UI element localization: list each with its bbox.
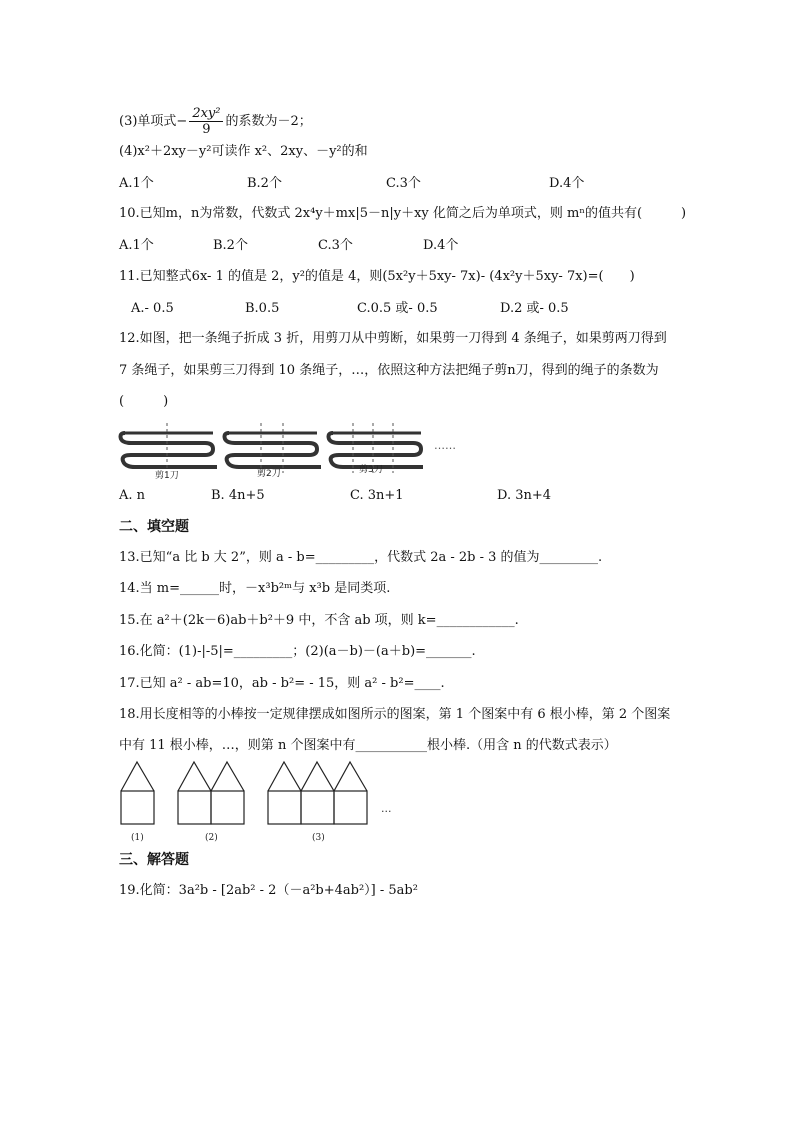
q15-text: 15.在 a²＋(2k－6)ab＋b²＋9 中，不含 ab 项，则 k=____________. xyxy=(119,613,519,628)
q12-option-c: C. 3n+1 xyxy=(350,488,404,503)
q9-item3 xyxy=(119,106,312,137)
q9-item3-prefix: (3)单项式− xyxy=(119,114,188,129)
q19-text: 19.化简：3a²b - [2ab² - 2（－a²b+4ab²）] - 5ab² xyxy=(119,883,418,898)
q18-line1: 18.用长度相等的小棒按一定规律摆成如图所示的图案，第 1 个图案中有 6 根小棒，第 2 个图案 xyxy=(119,707,671,722)
q10-option-b: B.2个 xyxy=(213,238,248,253)
section-fill-in-heading: 二、填空题 xyxy=(119,519,189,535)
q9-option-d: D.4个 xyxy=(549,176,585,191)
q9-item3-suffix: 的系数为－2； xyxy=(225,114,312,129)
q14-text: 14.当 m=______时，－x³b²ᵐ与 x³b 是同类项. xyxy=(119,581,391,596)
figure-label-1: 剪1刀 xyxy=(155,471,179,479)
figure-label-3: 剪3刀 xyxy=(359,465,383,475)
q12-line1: 12.如图，把一条绳子折成 3 折，用剪刀从中剪断，如果剪一刀得到 4 条绳子，如果剪两刀得到 xyxy=(119,331,667,346)
q9-option-a: A.1个 xyxy=(119,176,154,191)
q10-option-d: D.4个 xyxy=(423,238,459,253)
fraction-numerator: 2xy² xyxy=(189,106,223,122)
q9-item4: (4)x²＋2xy－y²可读作 x²、2xy、－y²的和 xyxy=(119,144,368,159)
pattern-1 xyxy=(121,762,154,824)
rope-cutting-figure xyxy=(117,415,462,479)
rope-1 xyxy=(121,433,218,467)
pattern-label-2: (2) xyxy=(205,833,218,843)
q11-text: 11.已知整式6x- 1 的值是 2，y²的值是 4，则(5x²y＋5xy- 7x)- (4x²y＋5xy- 7x)=( ) xyxy=(119,269,635,284)
figure-ellipsis: …… xyxy=(434,439,456,452)
q16-text: 16.化简：(1)-|-5|=_________；(2)(a－b)－(a＋b)=_______. xyxy=(119,644,476,659)
q13-text: 13.已知“a 比 b 大 2”，则 a - b=_________，代数式 2a - 2b - 3 的值为_________. xyxy=(119,550,603,565)
pattern-label-1: (1) xyxy=(131,833,144,843)
q11-option-c: C.0.5 或- 0.5 xyxy=(357,301,438,316)
pattern-label-3: (3) xyxy=(312,833,325,843)
q12-option-a: A. n xyxy=(119,488,146,503)
rope-3 xyxy=(329,433,424,467)
figure-label-2: 剪2刀 xyxy=(257,469,281,479)
q11-option-a: A.- 0.5 xyxy=(131,301,174,316)
pattern-ellipsis: ... xyxy=(381,802,392,815)
coefficient-fraction xyxy=(189,106,223,137)
q17-text: 17.已知 a² - ab=10，ab - b²= - 15，则 a² - b²=____. xyxy=(119,676,445,691)
q9-option-c: C.3个 xyxy=(386,176,421,191)
q9-option-b: B.2个 xyxy=(247,176,282,191)
q12-option-d: D. 3n+4 xyxy=(497,488,552,503)
matchstick-houses-figure xyxy=(117,758,397,844)
q12-line3: ( ) xyxy=(119,394,169,409)
q10-text: 10.已知m，n为常数，代数式 2x⁴y＋mx|5－n|y＋xy 化简之后为单项式，则 mⁿ的值共有( ) xyxy=(119,206,687,221)
section-solve-heading: 三、解答题 xyxy=(119,852,189,868)
pattern-3 xyxy=(268,762,367,824)
fraction-denominator: 9 xyxy=(202,122,211,137)
q11-option-b: B.0.5 xyxy=(245,301,280,316)
rope-2 xyxy=(225,433,322,467)
q12-option-b: B. 4n+5 xyxy=(211,488,265,503)
q10-option-a: A.1个 xyxy=(119,238,154,253)
pattern-2 xyxy=(178,762,244,824)
q18-line2: 中有 11 根小棒，…，则第 n 个图案中有___________根小棒.（用含 n 的代数式表示） xyxy=(119,738,617,753)
q12-line2: 7 条绳子，如果剪三刀得到 10 条绳子，…，依照这种方法把绳子剪n刀，得到的绳子的条数为 xyxy=(119,363,659,378)
q11-option-d: D.2 或- 0.5 xyxy=(500,301,569,316)
q10-option-c: C.3个 xyxy=(318,238,353,253)
